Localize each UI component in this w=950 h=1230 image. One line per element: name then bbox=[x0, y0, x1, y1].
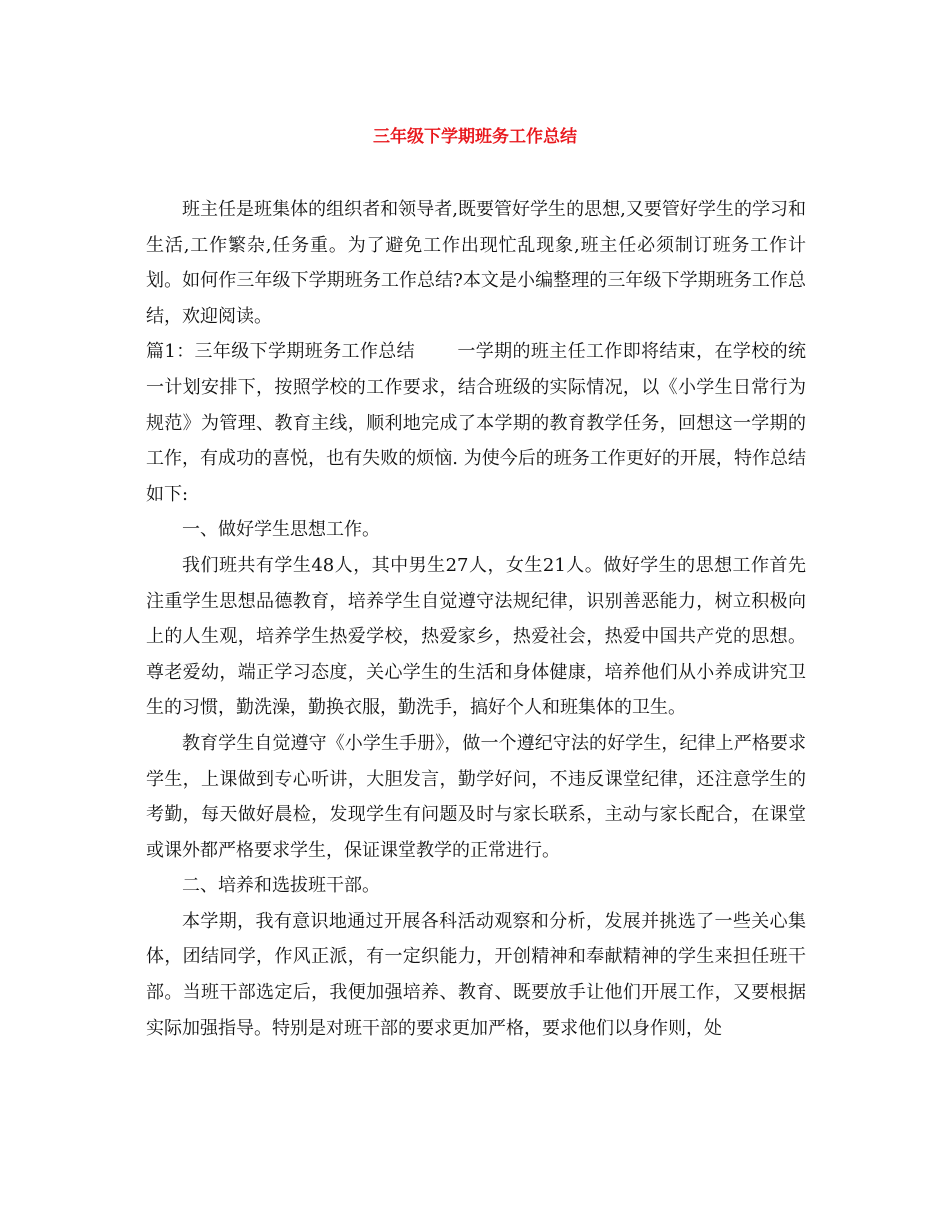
body-paragraph: 我们班共有学生48人，其中男生27人，女生21人。做好学生的思想工作首先注重学生思想品德教育，培养学生自觉遵守法规纪律，识别善恶能力，树立积极向上的人生观，培养学生热爱学校，热爱家乡，热爱社会，热爱中国共产党的思想。尊老爱幼，端正学习态度，关心学生的生活和身体健康，培养他们从小养成讲究卫生的习惯，勤洗澡，勤换衣服，勤洗手，搞好个人和班集体的卫生。 bbox=[146, 554, 806, 719]
section-text: 一学期的班主任工作即将结束，在学校的统一计划安排下，按照学校的工作要求，结合班级的实际情况，以《小学生日常行为规范》为管理、教育主线，顺利地完成了本学期的教育教学任务，回想这一学期的工作，有成功的喜悦，也有失败的烦恼. 为使今后的班务工作更好的开展，特作总结如下: bbox=[146, 341, 807, 505]
subheading-thought-work: 一、做好学生思想工作。 bbox=[182, 519, 380, 541]
body-paragraph: 教育学生自觉遵守《小学生手册》，做一个遵纪守法的好学生，纪律上严格要求学生，上课做到专心听讲，大胆发言，勤学好问，不违反课堂纪律，还注意学生的考勤，每天做好晨检，发现学生有问题及时与家长联系，主动与家长配合，在课堂或课外都严格要求学生，保证课堂教学的正常进行。 bbox=[146, 732, 806, 861]
body-paragraph: 本学期，我有意识地通过开展各科活动观察和分析，发展并挑选了一些关心集体，团结同学，作风正派，有一定织能力，开创精神和奉献精神的学生来担任班干部。当班干部选定后，我便加强培养、教育、既要放手让他们开展工作，又要根据实际加强指导。特别是对班干部的要求更加严格，要求他们以身作则，处 bbox=[146, 910, 806, 1039]
document-title: 三年级下学期班务工作总结 bbox=[373, 127, 577, 147]
intro-paragraph: 班主任是班集体的组织者和领导者,既要管好学生的思想,又要管好学生的学习和生活,工作繁杂,任务重。为了避免工作出现忙乱现象,班主任必须制订班务工作计划。如何作三年级下学期班务工作总结?本文是小编整理的三年级下学期班务工作总结，欢迎阅读。 bbox=[146, 199, 806, 327]
document-body bbox=[146, 192, 806, 1046]
section-heading: 篇1：三年级下学期班务工作总结 bbox=[146, 341, 415, 363]
subheading-class-cadres: 二、培养和选拔班干部。 bbox=[182, 875, 380, 897]
section-paragraph bbox=[146, 334, 806, 512]
